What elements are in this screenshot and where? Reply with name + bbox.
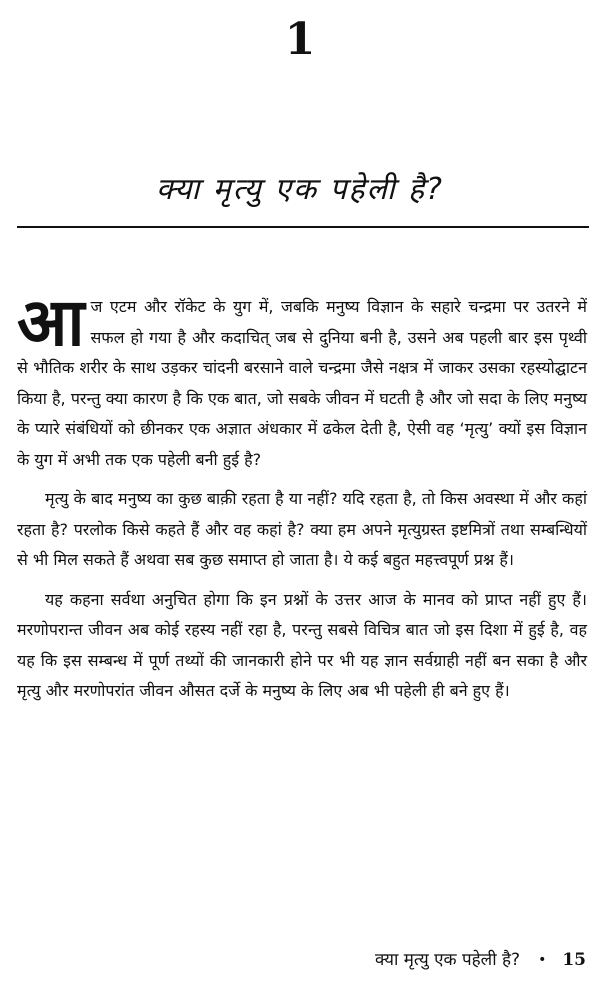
paragraph-1-text: ज एटम और रॉकेट के युग में, जबकि मनुष्य विज्ञान के सहारे चन्द्रमा पर उतरने में सफल हो गया है और कदाचित् जब से दुनिया बनी है, उसने अब पहली बार इस पृथ्वी से भौतिक शरीर के साथ उड़कर चांदनी बरसाने वाले चन्द्रमा जैसे नक्षत्र में जाकर उसका रहस्योद्घाटन किया है, परन्तु क्या कारण है कि एक बात, जो सबके जीवन में घटती है और जो सदा के लिए मनुष्य के प्यारे संबंधियों को छीनकर एक अज्ञात अंधकार में ढकेल देती है, ऐसी वह ‘मृत्यु’ क्यों इस विज्ञान के युग में अभी तक एक पहेली बनी हुई है? [17,297,587,469]
chapter-number: 1 [284,14,316,65]
paragraph-3: यह कहना सर्वथा अनुचित होगा कि इन प्रश्नों के उत्तर आज के मानव को प्राप्त नहीं हुए हैं। मरणोपरान्त जीवन अब कोई रहस्य नहीं रहा है, परन्तु सबसे विचित्र बात जो इस दिशा में हुई है, वह यह कि इस सम्बन्ध में पूर्ण तथ्यों की जानकारी होने पर भी यह ज्ञान सर्वग्राही नहीं बन सका है और मृत्यु और मरणोपरांत जीवन औसत दर्जे के मनुष्य के लिए अब भी पहेली ही बने हुए हैं। [17,589,587,700]
drop-cap: आ [17,284,85,361]
footer-running-title: क्या मृत्यु एक पहेली है? [375,950,521,970]
paragraph-2: मृत्यु के बाद मनुष्य का कुछ बाक़ी रहता है या नहीं? यदि रहता है, तो किस अवस्था में और कहां रहता है? परलोक किसे कहते हैं और वह कहां है? क्या हम अपने मृत्युग्रस्त इष्टमित्रों तथा सम्बन्धियों से भी मिल सकते हैं अथवा सब कुछ समाप्त हो जाता है। ये कई बहुत महत्त्वपूर्ण प्रश्न हैं। [17,489,587,569]
running-footer [375,948,586,972]
body-text [17,284,587,707]
chapter-title: क्या मृत्यु एक पहेली है? [156,172,444,207]
title-divider [17,226,589,228]
footer-bullet-icon: • [538,952,547,968]
page-number: 15 [562,950,586,970]
paragraph-1 [17,284,587,475]
